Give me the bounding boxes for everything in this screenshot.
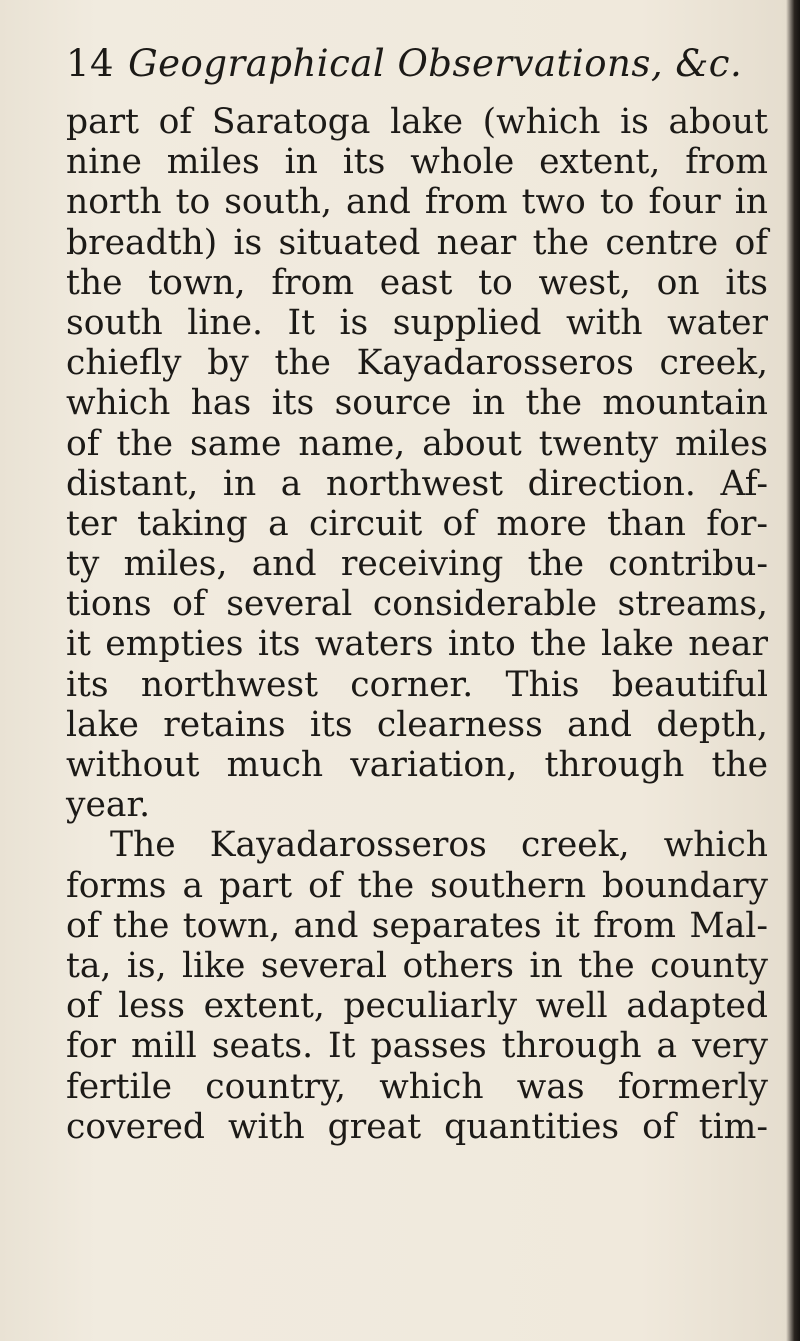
text-line: year.	[66, 785, 151, 826]
text-line: ter taking a circuit of more than for-	[66, 503, 768, 544]
text-line: for mill seats. It passes through a very	[66, 1026, 768, 1067]
text-line: tions of several considerable streams,	[66, 584, 768, 625]
text-line: it empties its waters into the lake near	[66, 624, 768, 665]
text-line: ta, is, like several others in the county	[66, 945, 768, 986]
text-line: which has its source in the mountain	[66, 383, 768, 424]
text-line: of the town, and separates it from Mal-	[66, 905, 768, 946]
text-line: covered with great quantities of tim-	[66, 1106, 768, 1147]
text-line: The Kayadarosseros creek, which	[110, 825, 768, 866]
running-head-title: Geographical Observations, &c.	[128, 42, 743, 85]
text-line: nine miles in its whole extent, from	[66, 142, 768, 183]
text-line: fertile country, which was formerly	[66, 1066, 768, 1107]
text-line: of less extent, peculiarly well adapted	[66, 986, 768, 1027]
text-line: chiefly by the Kayadarosseros creek,	[66, 343, 768, 384]
text-line: its northwest corner. This beautiful	[66, 664, 768, 705]
text-line: without much variation, through the	[66, 745, 768, 785]
text-line: ty miles, and receiving the contribu-	[66, 544, 768, 585]
text-line: the town, from east to west, on its	[66, 262, 768, 303]
text-line: north to south, and from two to four in	[66, 182, 768, 223]
running-head	[66, 42, 742, 85]
text-line: distant, in a northwest direction. Af-	[66, 463, 768, 504]
text-line: south line. It is supplied with water	[66, 302, 768, 343]
text-line: forms a part of the southern boundary	[66, 865, 768, 906]
paragraph-2	[66, 825, 768, 1147]
text-line: breadth) is situated near the centre of	[66, 222, 768, 263]
body-text	[66, 102, 768, 1147]
book-binding-edge	[786, 0, 800, 1341]
page-number: 14	[66, 42, 115, 85]
text-line: part of Saratoga lake (which is about	[66, 102, 768, 142]
paragraph-1	[66, 102, 768, 825]
text-line: of the same name, about twenty miles	[66, 423, 768, 464]
text-line: lake retains its clearness and depth,	[66, 704, 768, 745]
